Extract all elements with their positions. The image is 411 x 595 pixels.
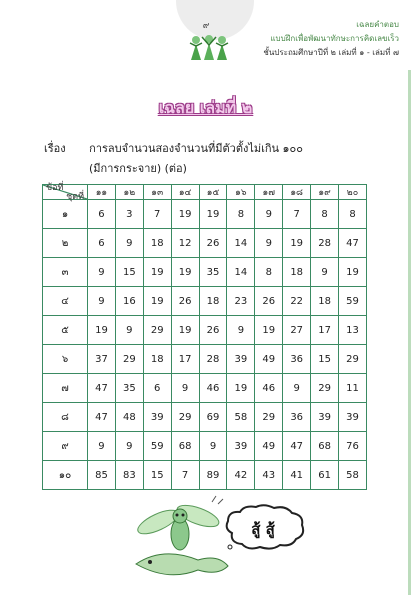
table-cell: 23 bbox=[227, 287, 255, 316]
table-cell: 48 bbox=[115, 403, 143, 432]
table-cell: 8 bbox=[255, 258, 283, 287]
table-cell: 19 bbox=[339, 258, 367, 287]
page-number: ๙ bbox=[202, 21, 210, 31]
table-cell: 29 bbox=[339, 345, 367, 374]
table-cell: 26 bbox=[171, 287, 199, 316]
table-cell: 39 bbox=[227, 432, 255, 461]
row-label: ๓ bbox=[43, 258, 88, 287]
table-cell: 36 bbox=[283, 403, 311, 432]
column-header: ๑๑ bbox=[88, 185, 116, 200]
table-cell: 39 bbox=[227, 345, 255, 374]
table-cell: 9 bbox=[115, 316, 143, 345]
table-cell: 69 bbox=[199, 403, 227, 432]
table-cell: 39 bbox=[311, 403, 339, 432]
table-cell: 9 bbox=[88, 258, 116, 287]
header-line-3: ชั้นประถมศึกษาปีที่ ๒ เล่มที่ ๑ - เล่มที่ ๗ bbox=[263, 48, 399, 57]
table-cell: 43 bbox=[255, 461, 283, 490]
table-cell: 19 bbox=[143, 287, 171, 316]
column-header: ๑๗ bbox=[255, 185, 283, 200]
table-cell: 14 bbox=[227, 229, 255, 258]
table-cell: 29 bbox=[143, 316, 171, 345]
table-cell: 8 bbox=[311, 200, 339, 229]
row-label: ๙ bbox=[43, 432, 88, 461]
table-row bbox=[43, 461, 367, 490]
table-cell: 19 bbox=[255, 316, 283, 345]
column-header: ๑๖ bbox=[227, 185, 255, 200]
table-cell: 85 bbox=[88, 461, 116, 490]
table-cell: 83 bbox=[115, 461, 143, 490]
table-cell: 68 bbox=[311, 432, 339, 461]
table-row bbox=[43, 287, 367, 316]
table-cell: 29 bbox=[311, 374, 339, 403]
table-cell: 19 bbox=[199, 200, 227, 229]
answer-table bbox=[42, 184, 367, 490]
table-cell: 42 bbox=[227, 461, 255, 490]
subject-value: การลบจำนวนสองจำนวนที่มีตัวตั้งไม่เกิน ๑๐๐ bbox=[89, 142, 303, 155]
table-cell: 18 bbox=[143, 345, 171, 374]
table-cell: 26 bbox=[255, 287, 283, 316]
table-cell: 47 bbox=[283, 432, 311, 461]
table-cell: 9 bbox=[227, 316, 255, 345]
table-cell: 68 bbox=[171, 432, 199, 461]
table-cell: 58 bbox=[339, 461, 367, 490]
table-cell: 46 bbox=[199, 374, 227, 403]
table-cell: 19 bbox=[88, 316, 116, 345]
children-cartoon-icon bbox=[188, 31, 230, 61]
table-cell: 9 bbox=[311, 258, 339, 287]
table-cell: 11 bbox=[339, 374, 367, 403]
row-label: ๒ bbox=[43, 229, 88, 258]
row-label: ๑๐ bbox=[43, 461, 88, 490]
table-cell: 89 bbox=[199, 461, 227, 490]
table-cell: 3 bbox=[115, 200, 143, 229]
table-cell: 9 bbox=[171, 374, 199, 403]
page-title: เฉลย เล่มที่ ๒ bbox=[158, 98, 253, 117]
row-label: ๖ bbox=[43, 345, 88, 374]
header-text-block bbox=[263, 18, 399, 60]
table-row bbox=[43, 200, 367, 229]
column-header: ๒๐ bbox=[339, 185, 367, 200]
table-cell: 22 bbox=[283, 287, 311, 316]
table-cell: 36 bbox=[283, 345, 311, 374]
table-cell: 9 bbox=[255, 200, 283, 229]
table-cell: 35 bbox=[115, 374, 143, 403]
header-line-1: เฉลยคำตอบ bbox=[356, 20, 399, 29]
header-line-2: แบบฝึกเพื่อพัฒนาทักษะการคิดเลขเร็ว bbox=[270, 34, 399, 43]
table-cell: 39 bbox=[143, 403, 171, 432]
table-cell: 47 bbox=[339, 229, 367, 258]
table-cell: 29 bbox=[171, 403, 199, 432]
table-cell: 15 bbox=[115, 258, 143, 287]
table-cell: 26 bbox=[199, 316, 227, 345]
table-cell: 19 bbox=[283, 229, 311, 258]
table-cell: 17 bbox=[311, 316, 339, 345]
table-cell: 17 bbox=[171, 345, 199, 374]
table-cell: 7 bbox=[143, 200, 171, 229]
column-header: ๑๓ bbox=[143, 185, 171, 200]
table-cell: 46 bbox=[255, 374, 283, 403]
table-body bbox=[43, 200, 367, 490]
table-cell: 49 bbox=[255, 345, 283, 374]
subject-note: (มีการกระจาย) (ต่อ) bbox=[89, 162, 187, 175]
table-cell: 41 bbox=[283, 461, 311, 490]
table-cell: 27 bbox=[283, 316, 311, 345]
table-cell: 19 bbox=[143, 258, 171, 287]
row-label: ๕ bbox=[43, 316, 88, 345]
table-cell: 6 bbox=[88, 229, 116, 258]
table-cell: 47 bbox=[88, 374, 116, 403]
column-header: ๑๒ bbox=[115, 185, 143, 200]
table-cell: 15 bbox=[143, 461, 171, 490]
table-cell: 16 bbox=[115, 287, 143, 316]
subject-row bbox=[44, 139, 303, 157]
table-cell: 61 bbox=[311, 461, 339, 490]
table-cell: 26 bbox=[199, 229, 227, 258]
table-cell: 28 bbox=[199, 345, 227, 374]
table-cell: 29 bbox=[115, 345, 143, 374]
table-cell: 9 bbox=[199, 432, 227, 461]
table-cell: 18 bbox=[143, 229, 171, 258]
table-cell: 49 bbox=[255, 432, 283, 461]
corner-label-item: ข้อที่ bbox=[46, 183, 64, 193]
table-row bbox=[43, 258, 367, 287]
column-header: ๑๕ bbox=[199, 185, 227, 200]
table-cell: 35 bbox=[199, 258, 227, 287]
table-row bbox=[43, 403, 367, 432]
table-cell: 7 bbox=[171, 461, 199, 490]
table-row bbox=[43, 229, 367, 258]
table-cell: 28 bbox=[311, 229, 339, 258]
row-label: ๑ bbox=[43, 200, 88, 229]
table-cell: 47 bbox=[88, 403, 116, 432]
table-cell: 29 bbox=[255, 403, 283, 432]
table-cell: 19 bbox=[171, 316, 199, 345]
table-cell: 58 bbox=[227, 403, 255, 432]
table-cell: 15 bbox=[311, 345, 339, 374]
table-cell: 59 bbox=[143, 432, 171, 461]
table-cell: 7 bbox=[283, 200, 311, 229]
table-cell: 18 bbox=[311, 287, 339, 316]
table-cell: 19 bbox=[171, 258, 199, 287]
title-wrap bbox=[0, 96, 411, 121]
table-cell: 37 bbox=[88, 345, 116, 374]
table-cell: 14 bbox=[227, 258, 255, 287]
column-header: ๑๔ bbox=[171, 185, 199, 200]
table-cell: 19 bbox=[171, 200, 199, 229]
row-label: ๗ bbox=[43, 374, 88, 403]
table-cell: 9 bbox=[255, 229, 283, 258]
table-row bbox=[43, 316, 367, 345]
table-row bbox=[43, 432, 367, 461]
table-cell: 76 bbox=[339, 432, 367, 461]
table-cell: 9 bbox=[115, 432, 143, 461]
table-cell: 18 bbox=[199, 287, 227, 316]
table-cell: 18 bbox=[283, 258, 311, 287]
table-cell: 9 bbox=[115, 229, 143, 258]
row-label: ๔ bbox=[43, 287, 88, 316]
table-cell: 9 bbox=[283, 374, 311, 403]
table-cell: 12 bbox=[171, 229, 199, 258]
column-header: ๑๘ bbox=[283, 185, 311, 200]
table-cell: 8 bbox=[227, 200, 255, 229]
table-cell: 13 bbox=[339, 316, 367, 345]
column-header: ๑๙ bbox=[311, 185, 339, 200]
table-cell: 59 bbox=[339, 287, 367, 316]
subject-label: เรื่อง bbox=[44, 142, 66, 155]
row-label: ๘ bbox=[43, 403, 88, 432]
table-cell: 39 bbox=[339, 403, 367, 432]
table-row bbox=[43, 374, 367, 403]
table-row bbox=[43, 345, 367, 374]
table-cell: 19 bbox=[227, 374, 255, 403]
table-corner-cell bbox=[43, 185, 88, 200]
speech-bubble-text: สู้ สู้ bbox=[251, 520, 275, 538]
table-cell: 8 bbox=[339, 200, 367, 229]
table-header-row bbox=[43, 185, 367, 200]
table-cell: 9 bbox=[88, 287, 116, 316]
table-cell: 9 bbox=[88, 432, 116, 461]
table-cell: 6 bbox=[143, 374, 171, 403]
table-cell: 6 bbox=[88, 200, 116, 229]
corner-label-set: ชุดที่ bbox=[66, 192, 84, 202]
